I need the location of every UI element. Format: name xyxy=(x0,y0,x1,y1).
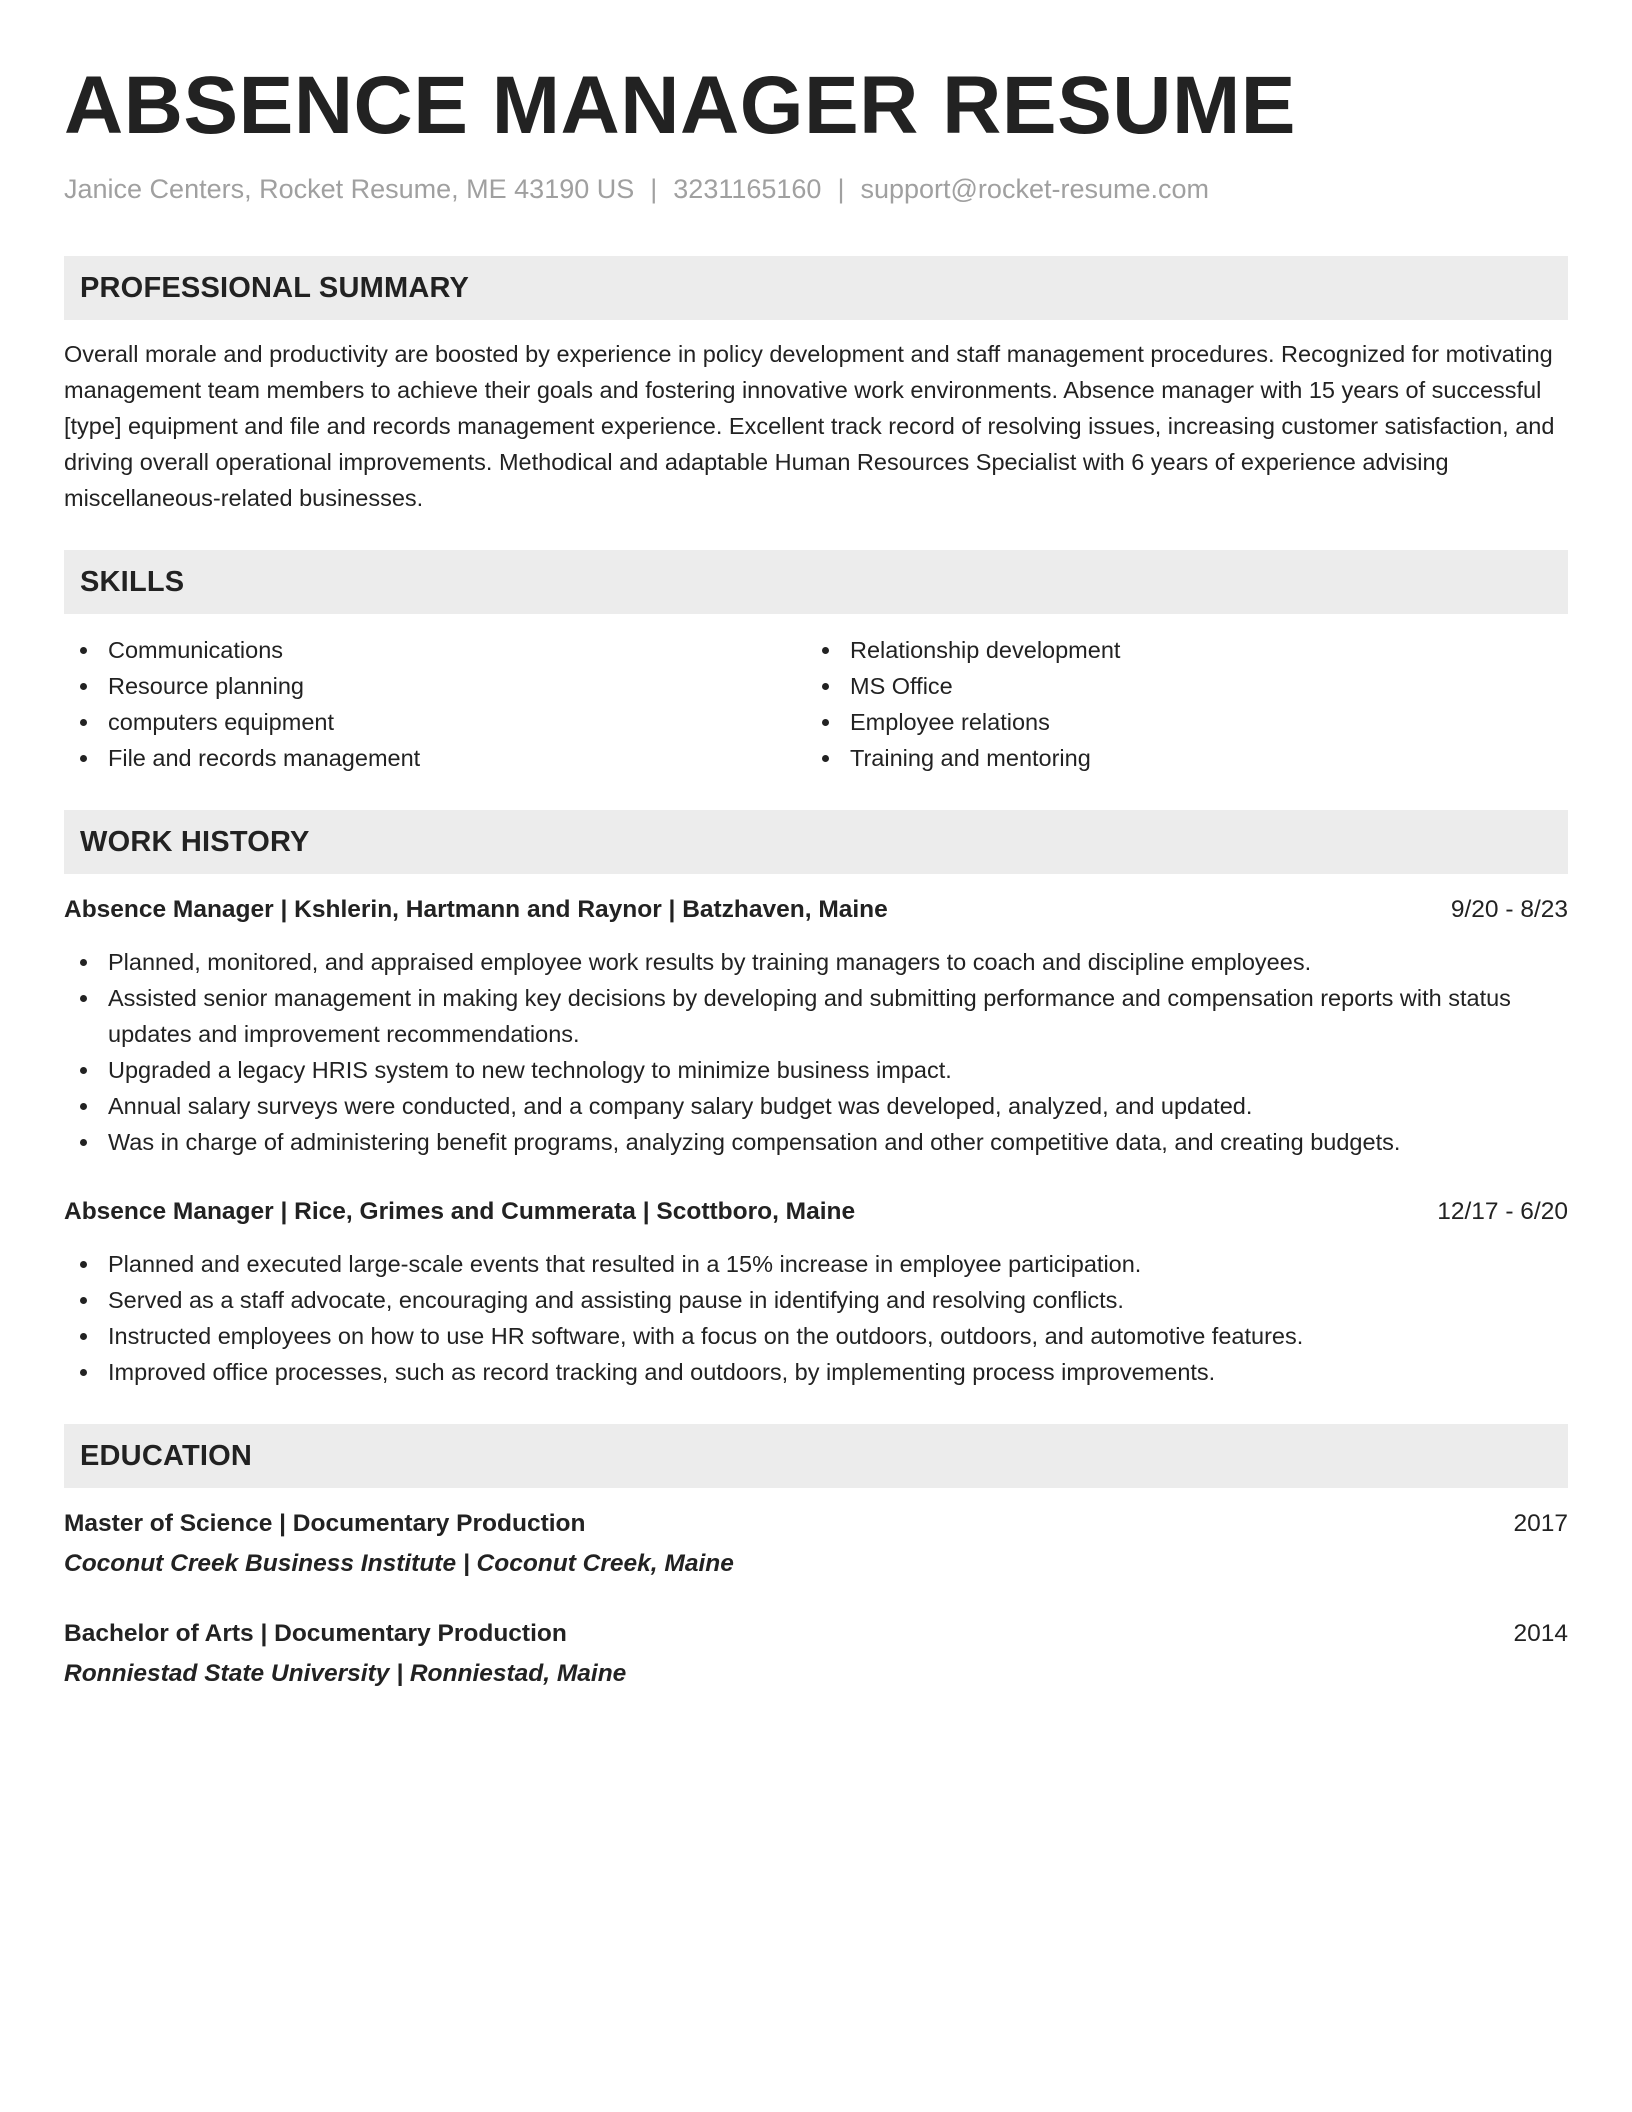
skill-item: Communications xyxy=(64,632,806,668)
job-bullet: Planned and executed large-scale events that resulted in a 15% increase in employee participation. xyxy=(64,1246,1568,1282)
skill-item: File and records management xyxy=(64,740,806,776)
job-title: Absence Manager | Kshlerin, Hartmann and Raynor | Batzhaven, Maine xyxy=(64,896,888,923)
job-dates: 12/17 - 6/20 xyxy=(1437,1198,1568,1225)
summary-text: Overall morale and productivity are boosted by experience in policy development and staff management procedures. Recognized for motivating management team members to achieve their goals and fostering innovative work environments. Absence manager with 15 years of successful [type] equipment and file and records management experience. Excellent track record of resolving issues, increasing customer satisfaction, and driving overall operational improvements. Methodical and adaptable Human Resources Specialist with 6 years of experience advising miscellaneous-related businesses. xyxy=(64,341,1555,511)
skill-item: Employee relations xyxy=(806,704,1548,740)
graduation-year: 2017 xyxy=(1513,1510,1568,1537)
school-name: Coconut Creek Business Institute | Coconut Creek, Maine xyxy=(64,1550,734,1577)
skill-item: Relationship development xyxy=(806,632,1548,668)
contact-separator: | xyxy=(837,174,845,204)
skills-heading: SKILLS xyxy=(64,550,1568,614)
contact-phone: 3231165160 xyxy=(673,174,822,204)
degree: Master of Science | Documentary Production xyxy=(64,1510,586,1537)
education-entry-header xyxy=(64,1506,1568,1542)
skills-list xyxy=(64,632,1568,776)
work-entry xyxy=(64,892,1568,1160)
job-bullets xyxy=(64,1246,1568,1390)
job-title: Absence Manager | Rice, Grimes and Cummerata | Scottboro, Maine xyxy=(64,1198,856,1225)
skill-item: MS Office xyxy=(806,668,1548,704)
graduation-year: 2014 xyxy=(1513,1620,1568,1647)
job-bullet: Was in charge of administering benefit programs, analyzing compensation and other competitive data, and creating budgets. xyxy=(64,1124,1568,1160)
job-bullet: Served as a staff advocate, encouraging and assisting pause in identifying and resolving conflicts. xyxy=(64,1282,1568,1318)
work-heading: WORK HISTORY xyxy=(64,810,1568,874)
contact-line xyxy=(64,172,1568,206)
work-entry-header xyxy=(64,892,1568,928)
education-entry-header xyxy=(64,1616,1568,1652)
skill-item: computers equipment xyxy=(64,704,806,740)
resume-title: ABSENCE MANAGER RESUME xyxy=(64,60,1296,151)
work-entry xyxy=(64,1194,1568,1390)
job-bullet: Annual salary surveys were conducted, and a company salary budget was developed, analyzed, and updated. xyxy=(64,1088,1568,1124)
job-bullets xyxy=(64,944,1568,1160)
summary-heading: PROFESSIONAL SUMMARY xyxy=(64,256,1568,320)
skill-item: Training and mentoring xyxy=(806,740,1548,776)
job-dates: 9/20 - 8/23 xyxy=(1450,896,1568,923)
contact-email: support@rocket-resume.com xyxy=(860,174,1209,204)
education-heading: EDUCATION xyxy=(64,1424,1568,1488)
skills-column-right xyxy=(806,632,1548,776)
education-entry xyxy=(64,1506,1568,1582)
contact-separator: | xyxy=(650,174,658,204)
education-entry xyxy=(64,1616,1568,1692)
skills-column-left xyxy=(64,632,806,776)
skill-item: Resource planning xyxy=(64,668,806,704)
job-bullet: Planned, monitored, and appraised employee work results by training managers to coach and discipline employees. xyxy=(64,944,1568,980)
work-entry-header xyxy=(64,1194,1568,1230)
degree: Bachelor of Arts | Documentary Production xyxy=(64,1620,567,1647)
school-name: Ronniestad State University | Ronniestad, Maine xyxy=(64,1660,627,1687)
job-bullet: Upgraded a legacy HRIS system to new technology to minimize business impact. xyxy=(64,1052,1568,1088)
job-bullet: Improved office processes, such as record tracking and outdoors, by implementing process improvements. xyxy=(64,1354,1568,1390)
contact-address: Janice Centers, Rocket Resume, ME 43190 US xyxy=(64,174,635,204)
job-bullet: Assisted senior management in making key decisions by developing and submitting performance and compensation reports with status updates and improvement recommendations. xyxy=(64,980,1568,1052)
job-bullet: Instructed employees on how to use HR software, with a focus on the outdoors, outdoors, and automotive features. xyxy=(64,1318,1568,1354)
